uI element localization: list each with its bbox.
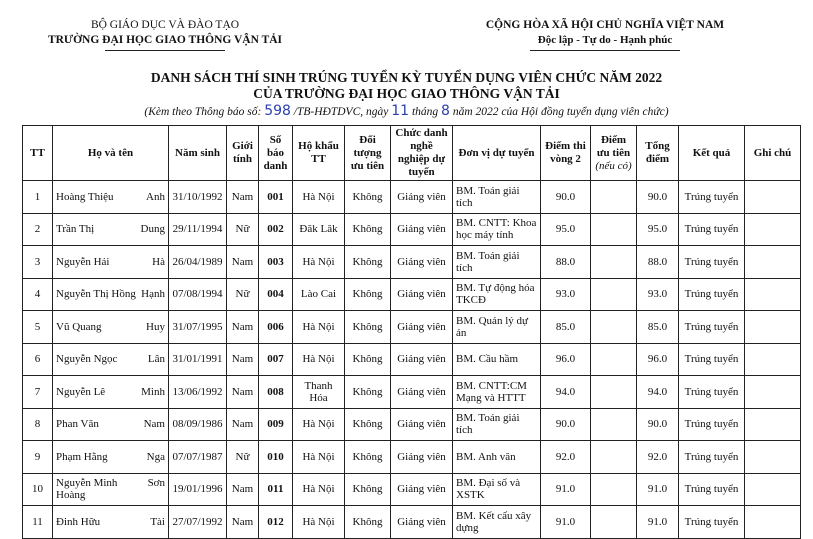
result: Trúng tuyển <box>679 278 745 311</box>
candidate-last-middle-name: Nguyễn Hải <box>56 255 110 268</box>
applied-position: Giảng viên <box>391 213 453 246</box>
birth-date: 26/04/1989 <box>169 246 227 279</box>
priority-group: Không <box>345 246 391 279</box>
candidate-last-middle-name: Nguyễn Thị Hồng <box>56 288 136 301</box>
priority-group: Không <box>345 441 391 474</box>
candidate-name <box>53 278 169 311</box>
candidate-number: 007 <box>259 343 293 376</box>
row-number: 9 <box>23 441 53 474</box>
remark <box>745 441 801 474</box>
table-row <box>23 181 801 214</box>
household-registration: Đăk Lăk <box>293 213 345 246</box>
total-score: 91.0 <box>637 506 679 539</box>
round2-score: 88.0 <box>541 246 591 279</box>
household-registration: Hà Nội <box>293 441 345 474</box>
subtitle-mid1: /TB-HĐTDVC, ngày <box>293 106 389 118</box>
gender: Nữ <box>227 278 259 311</box>
university-name: TRƯỜNG ĐẠI HỌC GIAO THÔNG VẬN TẢI <box>47 34 283 46</box>
bonus-score <box>591 506 637 539</box>
applied-unit: BM. Toán giải tích <box>453 181 541 214</box>
gender: Nữ <box>227 213 259 246</box>
candidate-last-middle-name: Phạm Hằng <box>56 450 108 463</box>
birth-date: 31/10/1992 <box>169 181 227 214</box>
priority-group: Không <box>345 473 391 506</box>
bonus-score <box>591 311 637 344</box>
priority-group: Không <box>345 343 391 376</box>
applied-position: Giảng viên <box>391 181 453 214</box>
candidate-number: 002 <box>259 213 293 246</box>
bonus-score <box>591 181 637 214</box>
round2-score: 93.0 <box>541 278 591 311</box>
remark <box>745 213 801 246</box>
table-row <box>23 246 801 279</box>
remark <box>745 408 801 441</box>
total-score: 96.0 <box>637 343 679 376</box>
candidate-last-middle-name: Nguyễn Lê <box>56 385 106 398</box>
candidate-first-name: Minh <box>141 385 165 398</box>
col-sbd: Số báo danh <box>259 126 293 181</box>
total-score: 91.0 <box>637 473 679 506</box>
gender: Nam <box>227 181 259 214</box>
issuer-header <box>40 18 290 51</box>
household-registration: Thanh Hóa <box>293 376 345 409</box>
priority-group: Không <box>345 376 391 409</box>
candidate-last-middle-name: Trần Thị <box>56 223 95 236</box>
candidate-name <box>53 213 169 246</box>
col-bonus-note: (nếu có) <box>595 159 632 172</box>
applied-unit: BM. Đại số và XSTK <box>453 473 541 506</box>
candidate-number: 008 <box>259 376 293 409</box>
notice-day: 11 <box>391 103 410 119</box>
table-row <box>23 408 801 441</box>
result: Trúng tuyển <box>679 213 745 246</box>
subtitle-prefix: (Kèm theo Thông báo số: <box>144 106 262 118</box>
table-row <box>23 311 801 344</box>
subtitle-suffix: năm 2022 của Hội đồng tuyển dụng viên chức) <box>452 106 669 118</box>
col-position: Chức danh nghề nghiệp dự tuyển <box>391 126 453 181</box>
candidate-last-middle-name: Nguyễn Minh Hoàng <box>56 477 118 502</box>
ministry-name: BỘ GIÁO DỤC VÀ ĐÀO TẠO <box>90 19 240 31</box>
household-registration: Lào Cai <box>293 278 345 311</box>
row-number: 3 <box>23 246 53 279</box>
candidate-name <box>53 311 169 344</box>
col-gender: Giới tính <box>227 126 259 181</box>
round2-score: 94.0 <box>541 376 591 409</box>
candidate-name <box>53 343 169 376</box>
row-number: 11 <box>23 506 53 539</box>
total-score: 92.0 <box>637 441 679 474</box>
applied-position: Giảng viên <box>391 473 453 506</box>
candidate-last-middle-name: Phan Văn <box>56 418 99 431</box>
applied-position: Giảng viên <box>391 376 453 409</box>
gender: Nam <box>227 343 259 376</box>
candidate-name <box>53 246 169 279</box>
candidate-number: 003 <box>259 246 293 279</box>
candidate-first-name: Hà <box>152 255 165 268</box>
candidate-last-middle-name: Đinh Hữu <box>56 515 101 528</box>
candidate-last-middle-name: Hoàng Thiệu <box>56 190 114 203</box>
result: Trúng tuyển <box>679 376 745 409</box>
remark <box>745 473 801 506</box>
row-number: 7 <box>23 376 53 409</box>
table-header-row <box>23 126 801 181</box>
table-row <box>23 278 801 311</box>
round2-score: 95.0 <box>541 213 591 246</box>
applied-position: Giảng viên <box>391 278 453 311</box>
remark <box>745 343 801 376</box>
applied-position: Giảng viên <box>391 506 453 539</box>
gender: Nam <box>227 506 259 539</box>
candidate-name <box>53 408 169 441</box>
bonus-score <box>591 408 637 441</box>
col-tt: TT <box>23 126 53 181</box>
applied-unit: BM. Anh văn <box>453 441 541 474</box>
gender: Nữ <box>227 441 259 474</box>
row-number: 8 <box>23 408 53 441</box>
total-score: 85.0 <box>637 311 679 344</box>
candidate-number: 006 <box>259 311 293 344</box>
national-header <box>420 18 790 51</box>
candidate-number: 012 <box>259 506 293 539</box>
candidate-number: 001 <box>259 181 293 214</box>
candidate-name <box>53 506 169 539</box>
row-number: 5 <box>23 311 53 344</box>
priority-group: Không <box>345 311 391 344</box>
applied-position: Giảng viên <box>391 441 453 474</box>
remark <box>745 246 801 279</box>
priority-group: Không <box>345 408 391 441</box>
priority-group: Không <box>345 181 391 214</box>
col-unit: Đơn vị dự tuyển <box>453 126 541 181</box>
header-underline <box>105 50 225 51</box>
document-title-line2: CỦA TRƯỜNG ĐẠI HỌC GIAO THÔNG VẬN TẢI <box>253 86 560 101</box>
gender: Nam <box>227 376 259 409</box>
birth-date: 31/07/1995 <box>169 311 227 344</box>
household-registration: Hà Nội <box>293 506 345 539</box>
applied-unit: BM. CNTT:CM Mạng và HTTT <box>453 376 541 409</box>
motto-underline <box>530 50 680 51</box>
candidate-number: 004 <box>259 278 293 311</box>
notice-number: 598 <box>264 103 291 119</box>
round2-score: 85.0 <box>541 311 591 344</box>
result: Trúng tuyển <box>679 473 745 506</box>
bonus-score <box>591 473 637 506</box>
gender: Nam <box>227 311 259 344</box>
bonus-score <box>591 343 637 376</box>
round2-score: 91.0 <box>541 506 591 539</box>
birth-date: 31/01/1991 <box>169 343 227 376</box>
col-result: Kết quả <box>679 126 745 181</box>
candidate-first-name: Hạnh <box>141 288 165 301</box>
subtitle-mid2: tháng <box>411 106 439 118</box>
result: Trúng tuyển <box>679 343 745 376</box>
candidate-name <box>53 376 169 409</box>
candidate-last-middle-name: Nguyễn Ngọc <box>56 353 118 366</box>
household-registration: Hà Nội <box>293 408 345 441</box>
candidate-table <box>22 125 801 539</box>
candidate-first-name: Anh <box>146 190 165 203</box>
bonus-score <box>591 278 637 311</box>
candidate-first-name: Lân <box>147 353 165 366</box>
col-priority: Đối tượng ưu tiên <box>345 126 391 181</box>
row-number: 2 <box>23 213 53 246</box>
candidate-number: 010 <box>259 441 293 474</box>
household-registration: Hà Nội <box>293 343 345 376</box>
row-number: 10 <box>23 473 53 506</box>
gender: Nam <box>227 473 259 506</box>
household-registration: Hà Nội <box>293 181 345 214</box>
remark <box>745 278 801 311</box>
candidate-last-middle-name: Vũ Quang <box>56 320 102 333</box>
candidate-number: 009 <box>259 408 293 441</box>
priority-group: Không <box>345 506 391 539</box>
birth-date: 27/07/1992 <box>169 506 227 539</box>
round2-score: 91.0 <box>541 473 591 506</box>
applied-unit: BM. Toán giải tích <box>453 408 541 441</box>
round2-score: 92.0 <box>541 441 591 474</box>
col-bonus <box>591 126 637 181</box>
round2-score: 96.0 <box>541 343 591 376</box>
table-row <box>23 343 801 376</box>
notice-month: 8 <box>441 103 450 119</box>
candidate-number: 011 <box>259 473 293 506</box>
applied-unit: BM. Cầu hầm <box>453 343 541 376</box>
applied-position: Giảng viên <box>391 343 453 376</box>
col-dob: Năm sinh <box>169 126 227 181</box>
national-motto: Độc lập - Tự do - Hạnh phúc <box>537 34 673 46</box>
result: Trúng tuyển <box>679 311 745 344</box>
bonus-score <box>591 213 637 246</box>
total-score: 90.0 <box>637 408 679 441</box>
table-row <box>23 506 801 539</box>
household-registration: Hà Nội <box>293 473 345 506</box>
applied-unit: BM. Quản lý dự án <box>453 311 541 344</box>
total-score: 94.0 <box>637 376 679 409</box>
candidate-first-name: Tài <box>150 515 165 528</box>
document-subtitle <box>0 103 813 119</box>
table-row <box>23 376 801 409</box>
applied-unit: BM. Toán giải tích <box>453 246 541 279</box>
candidate-name <box>53 181 169 214</box>
table-row <box>23 441 801 474</box>
applied-position: Giảng viên <box>391 311 453 344</box>
priority-group: Không <box>345 213 391 246</box>
result: Trúng tuyển <box>679 506 745 539</box>
remark <box>745 376 801 409</box>
birth-date: 29/11/1994 <box>169 213 227 246</box>
country-name: CỘNG HÒA XÃ HỘI CHỦ NGHĨA VIỆT NAM <box>485 19 725 31</box>
round2-score: 90.0 <box>541 181 591 214</box>
gender: Nam <box>227 246 259 279</box>
table-row <box>23 473 801 506</box>
applied-unit: BM. Kết cấu xây dựng <box>453 506 541 539</box>
result: Trúng tuyển <box>679 441 745 474</box>
birth-date: 13/06/1992 <box>169 376 227 409</box>
result: Trúng tuyển <box>679 408 745 441</box>
priority-group: Không <box>345 278 391 311</box>
remark <box>745 506 801 539</box>
remark <box>745 181 801 214</box>
row-number: 6 <box>23 343 53 376</box>
applied-unit: BM. Tự động hóa TKCĐ <box>453 278 541 311</box>
candidate-first-name: Nam <box>143 418 165 431</box>
bonus-score <box>591 376 637 409</box>
household-registration: Hà Nội <box>293 311 345 344</box>
birth-date: 07/08/1994 <box>169 278 227 311</box>
household-registration: Hà Nội <box>293 246 345 279</box>
bonus-score <box>591 246 637 279</box>
document-title: DANH SÁCH THÍ SINH TRÚNG TUYỂN KỲ TUYỂN DỤNG VIÊN CHỨC NĂM 2022 <box>150 70 663 85</box>
candidate-name <box>53 473 169 506</box>
candidate-first-name: Nga <box>146 450 165 463</box>
applied-position: Giảng viên <box>391 408 453 441</box>
total-score: 90.0 <box>637 181 679 214</box>
birth-date: 08/09/1986 <box>169 408 227 441</box>
col-bonus-label: Điểm ưu tiên <box>596 133 631 159</box>
candidate-first-name: Huy <box>146 320 165 333</box>
col-total: Tổng điểm <box>637 126 679 181</box>
total-score: 88.0 <box>637 246 679 279</box>
remark <box>745 311 801 344</box>
birth-date: 07/07/1987 <box>169 441 227 474</box>
round2-score: 90.0 <box>541 408 591 441</box>
bonus-score <box>591 441 637 474</box>
col-household: Hộ khẩu TT <box>293 126 345 181</box>
birth-date: 19/01/1996 <box>169 473 227 506</box>
candidate-first-name: Dung <box>140 223 165 236</box>
table-row <box>23 213 801 246</box>
gender: Nam <box>227 408 259 441</box>
col-remark: Ghi chú <box>745 126 801 181</box>
candidate-first-name: Sơn <box>147 477 165 490</box>
col-name: Họ và tên <box>53 126 169 181</box>
row-number: 1 <box>23 181 53 214</box>
row-number: 4 <box>23 278 53 311</box>
result: Trúng tuyển <box>679 181 745 214</box>
candidate-name <box>53 441 169 474</box>
total-score: 95.0 <box>637 213 679 246</box>
total-score: 93.0 <box>637 278 679 311</box>
applied-unit: BM. CNTT: Khoa học máy tính <box>453 213 541 246</box>
col-score: Điểm thi vòng 2 <box>541 126 591 181</box>
result: Trúng tuyển <box>679 246 745 279</box>
applied-position: Giảng viên <box>391 246 453 279</box>
